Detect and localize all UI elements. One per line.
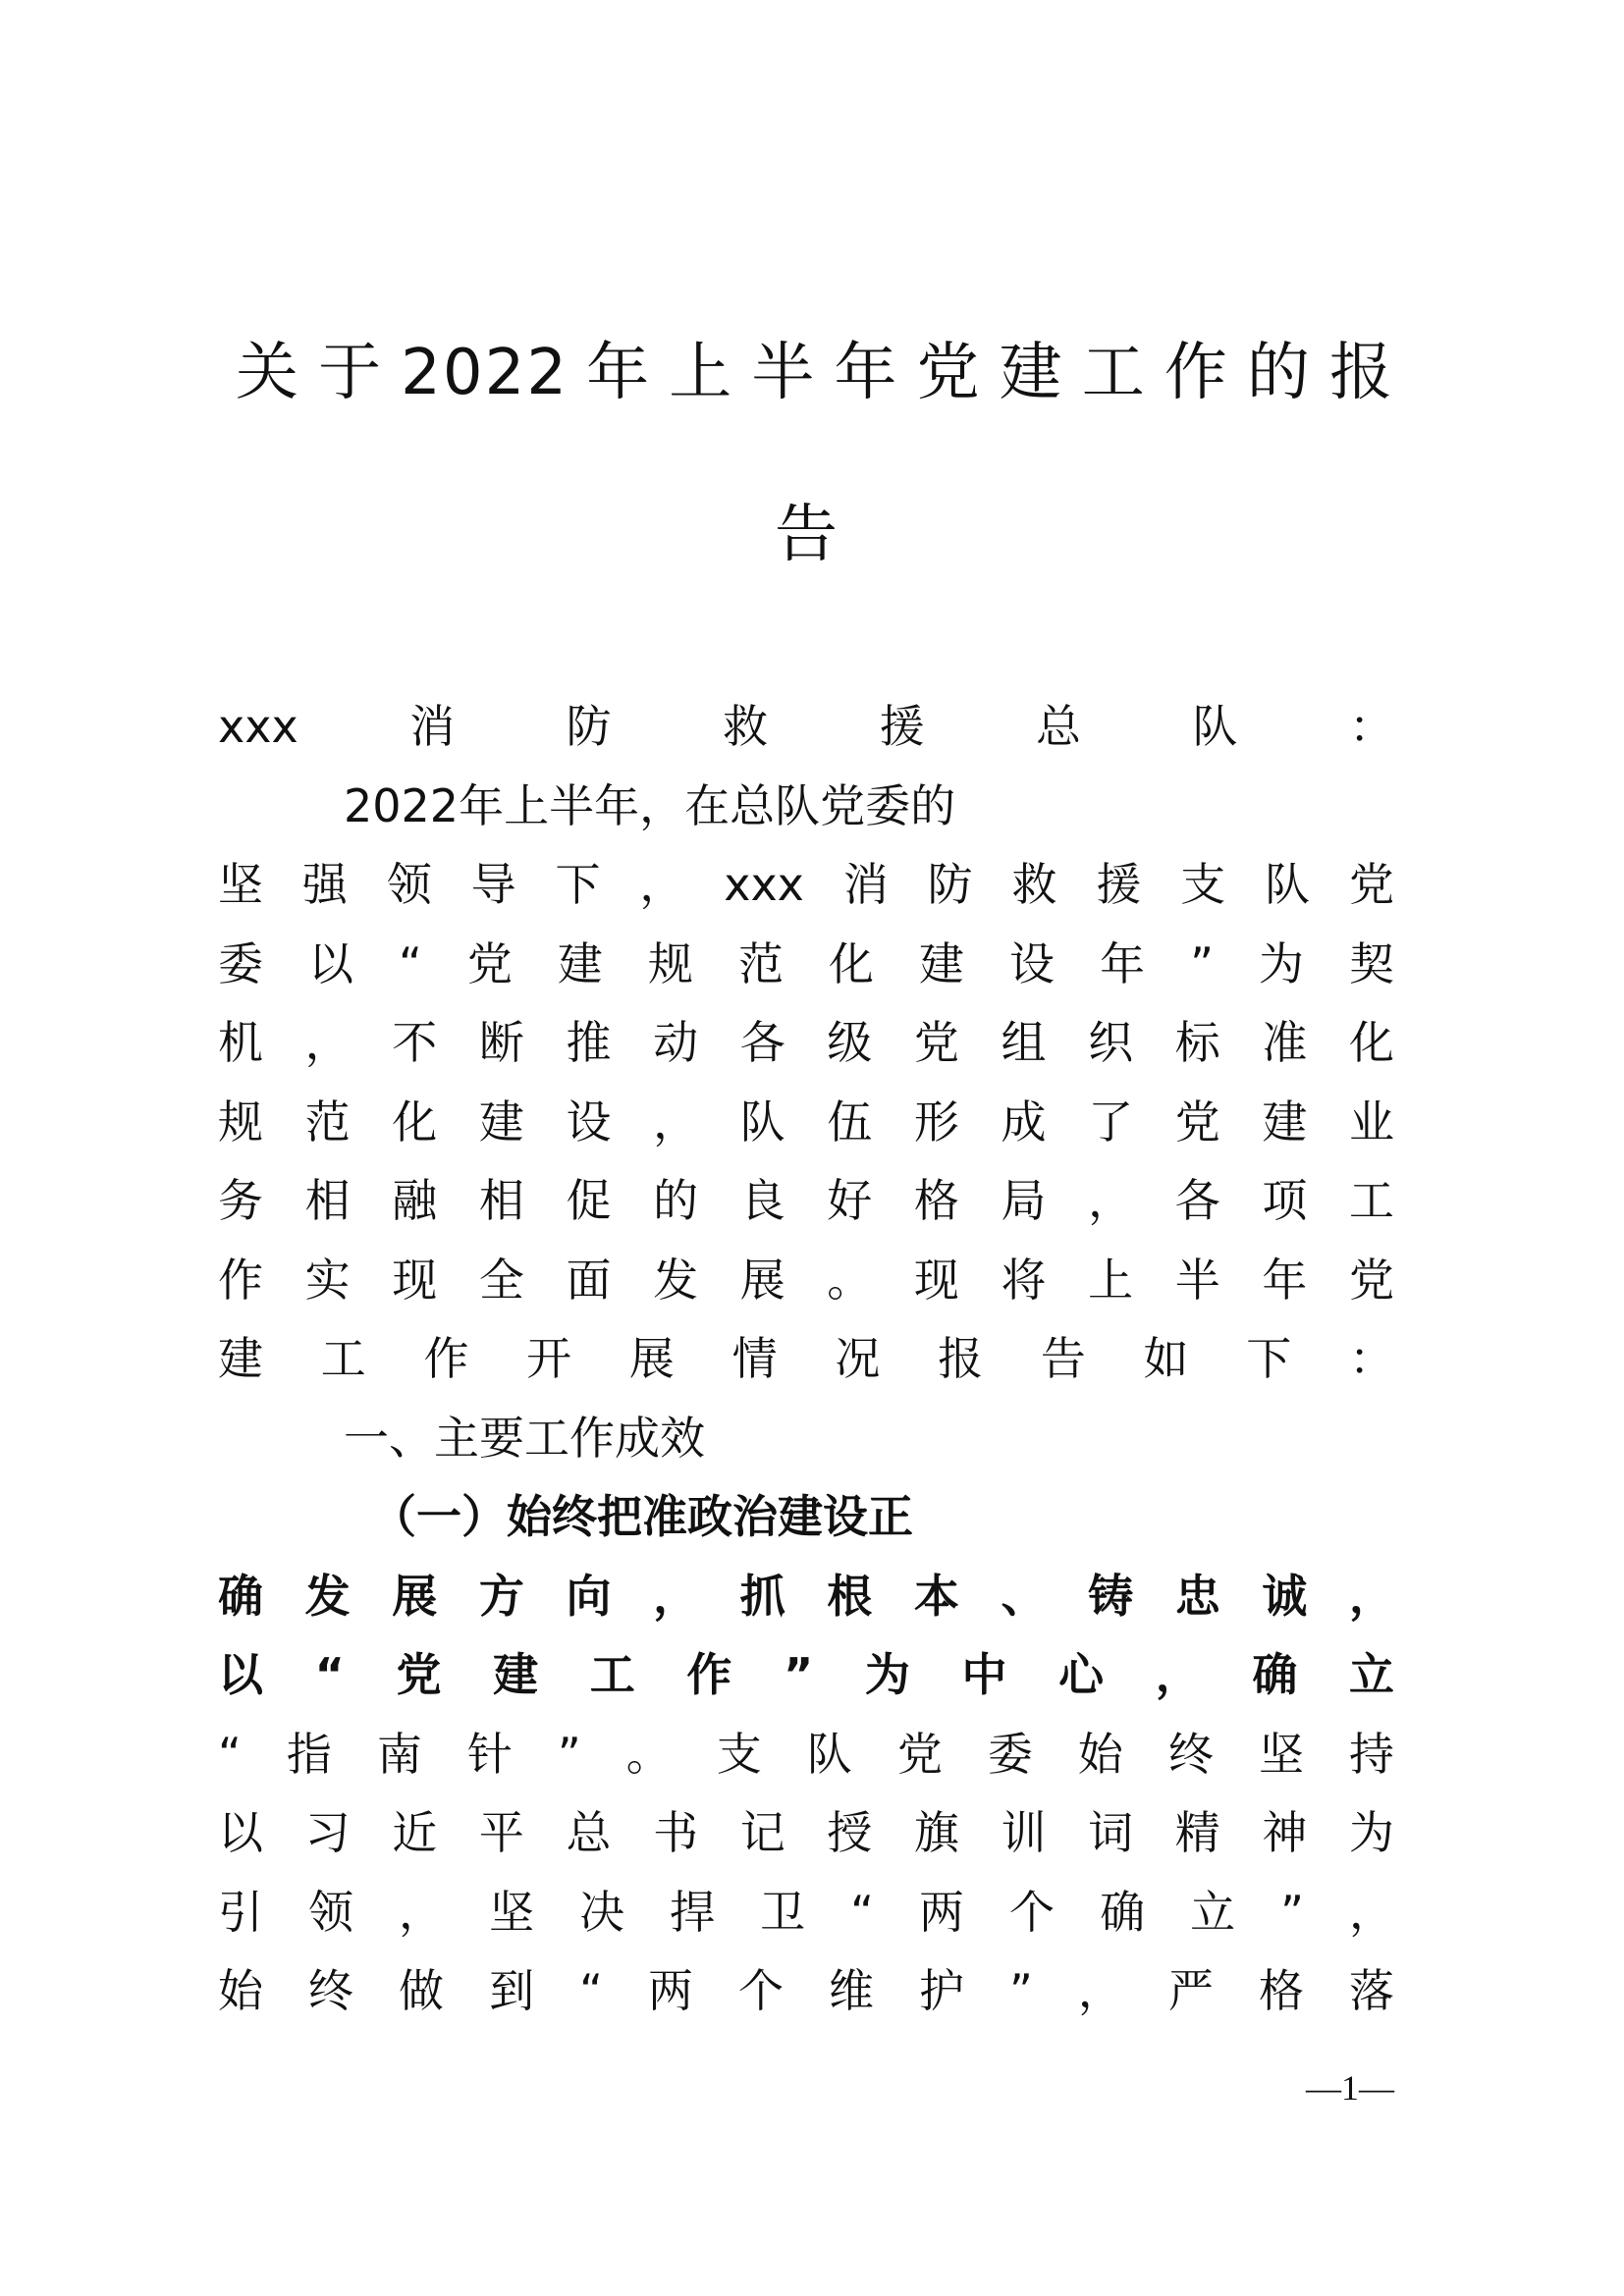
para2-line3: 引领，坚决捍卫“两个确立”， [218,1886,1394,1939]
sub-heading-line3: 以“党建工作”为中心，确立 [218,1648,1394,1701]
document-title-line-1: 关于2022年上半年党建工作的报 [236,337,1394,409]
para2-line1: “指南针”。支队党委始终坚持 [218,1728,1394,1781]
sub-heading-line2: 确发展方向，抓根本、铸忠诚， [218,1570,1394,1623]
para1-line1: 2022年上半年，在总队党委的 [344,779,956,832]
para1-line2: 坚强领导下，xxx消防救援支队党 [218,858,1394,911]
document-title-line-2: 告 [775,499,838,571]
para1-line4: 机，不断推动各级党组织标准化 [218,1016,1394,1069]
salutation: xxx消防救援总队： [218,700,1394,753]
section-heading: 一、主要工作成效 [344,1412,705,1465]
para1-line8: 建工作开展情况报告如下： [218,1332,1394,1385]
para2-line2: 以习近平总书记授旗训词精神为 [218,1806,1394,1859]
para1-line3: 委以“党建规范化建设年”为契 [218,937,1394,990]
para1-line5: 规范化建设，队伍形成了党建业 [218,1095,1394,1148]
para1-line6: 务相融相促的良好格局，各项工 [218,1174,1394,1227]
page-number: —1— [1306,2068,1394,2108]
sub-heading-line1: （一）始终把准政治建设正 [371,1490,913,1543]
para1-line7: 作实现全面发展。现将上半年党 [218,1254,1394,1307]
para2-line4: 始终做到“两个维护”，严格落 [218,1964,1394,2017]
